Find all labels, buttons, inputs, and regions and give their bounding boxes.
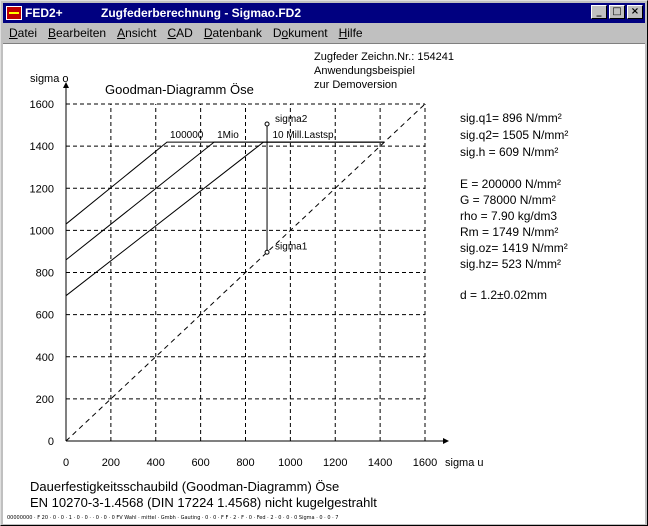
- material-value: rho = 7.90 kg/dm3: [460, 209, 558, 223]
- y-tick-label: 200: [35, 393, 54, 406]
- minimize-button[interactable]: _: [591, 5, 607, 19]
- material-value: E = 200000 N/mm²: [460, 177, 562, 191]
- status-line: 00000000 · F 20 · 0 · 0 · 1 · 0 · 0 · · 0 · 0 · 0 FV Wahl · mittel · Gmbh · Gauting · 0 · 0 · F F · 2 · F · 0 · Fed · 2 · 0 · 0 · 0 Sigma · 0 · 0 · 7: [7, 515, 339, 521]
- material-value: sig.hz= 523 N/mm²: [460, 257, 562, 271]
- y-tick-label: 1200: [29, 183, 54, 196]
- x-tick-label: 600: [191, 457, 210, 469]
- footer-line-2: EN 10270-3-1.4568 (DIN 17224 1.4568) nicht kugelgestrahlt: [30, 495, 377, 510]
- x-tick-label: 800: [236, 457, 255, 469]
- y-tick-label: 1000: [29, 225, 54, 238]
- menu-cad[interactable]: CAD: [167, 26, 193, 40]
- y-tick-label: 1400: [29, 141, 54, 154]
- series-line-1: [66, 142, 384, 224]
- stress-point: [265, 250, 269, 254]
- series-line-3: [66, 142, 384, 296]
- material-value: Rm = 1749 N/mm²: [460, 225, 559, 239]
- x-tick-label: 1400: [367, 457, 393, 469]
- y-axis-label: sigma o: [30, 73, 69, 85]
- y-tick-label: 600: [35, 309, 54, 322]
- chart-title: Goodman-Diagramm Öse: [105, 82, 254, 97]
- header-line-3: zur Demoversion: [314, 79, 398, 91]
- y-tick-label: 1600: [29, 99, 54, 111]
- result-value: sig.h = 609 N/mm²: [460, 145, 559, 159]
- status-strip: [3, 514, 645, 524]
- x-tick-label: 1000: [278, 457, 303, 469]
- header-line-1: Zugfeder Zeichn.Nr.: 154241: [314, 51, 455, 63]
- app-name: FED2+: [25, 6, 63, 20]
- wire-diameter: d = 1.2±0.02mm: [460, 288, 547, 302]
- menu-datenbank[interactable]: Datenbank: [203, 26, 262, 40]
- close-button[interactable]: ×: [627, 5, 643, 19]
- stress-point-label: sigma2: [275, 114, 308, 126]
- result-value: sig.q2= 1505 N/mm²: [460, 128, 569, 142]
- material-value: sig.oz= 1419 N/mm²: [460, 241, 568, 255]
- chart-canvas: [3, 43, 645, 514]
- x-tick-label: 200: [101, 457, 121, 469]
- series-label: 10 Mill.Lastsp.: [272, 130, 337, 142]
- app-icon[interactable]: [6, 6, 22, 20]
- stress-point-label: sigma1: [275, 241, 308, 253]
- menu-hilfe[interactable]: Hilfe: [338, 26, 363, 40]
- header-line-2: Anwendungsbeispiel: [314, 65, 415, 77]
- menu-bearbeiten[interactable]: Bearbeiten: [48, 26, 107, 40]
- y-tick-label: 0: [47, 436, 54, 448]
- goodman-chart: [3, 44, 645, 515]
- y-tick-label: 400: [35, 351, 54, 364]
- x-tick-label: 1600: [412, 457, 438, 469]
- series-label: 100000: [169, 130, 204, 142]
- x-tick-label: 1200: [323, 457, 348, 469]
- series-line-2: [66, 142, 384, 260]
- stress-point: [265, 122, 269, 126]
- result-value: sig.q1= 896 N/mm²: [460, 111, 562, 125]
- menu-ansicht[interactable]: Ansicht: [117, 26, 157, 40]
- series-label: 1Mio: [217, 130, 239, 142]
- maximize-button[interactable]: □: [609, 5, 625, 19]
- menu-dokument[interactable]: Dokument: [272, 26, 328, 40]
- menu-bar: [3, 23, 645, 43]
- material-value: G = 78000 N/mm²: [460, 193, 556, 207]
- x-tick-label: 0: [62, 457, 70, 469]
- title-bar[interactable]: [3, 3, 645, 23]
- x-axis-label: sigma u: [445, 457, 484, 469]
- window-controls: [589, 5, 643, 19]
- window-title: Zugfederberechnung - Sigmao.FD2: [101, 6, 302, 20]
- footer-line-1: Dauerfestigkeitsschaubild (Goodman-Diagramm) Öse: [30, 479, 340, 494]
- x-axis-arrow: [443, 438, 449, 444]
- x-tick-label: 400: [146, 457, 165, 469]
- y-tick-label: 800: [35, 267, 54, 280]
- menu-datei[interactable]: Datei: [9, 26, 38, 40]
